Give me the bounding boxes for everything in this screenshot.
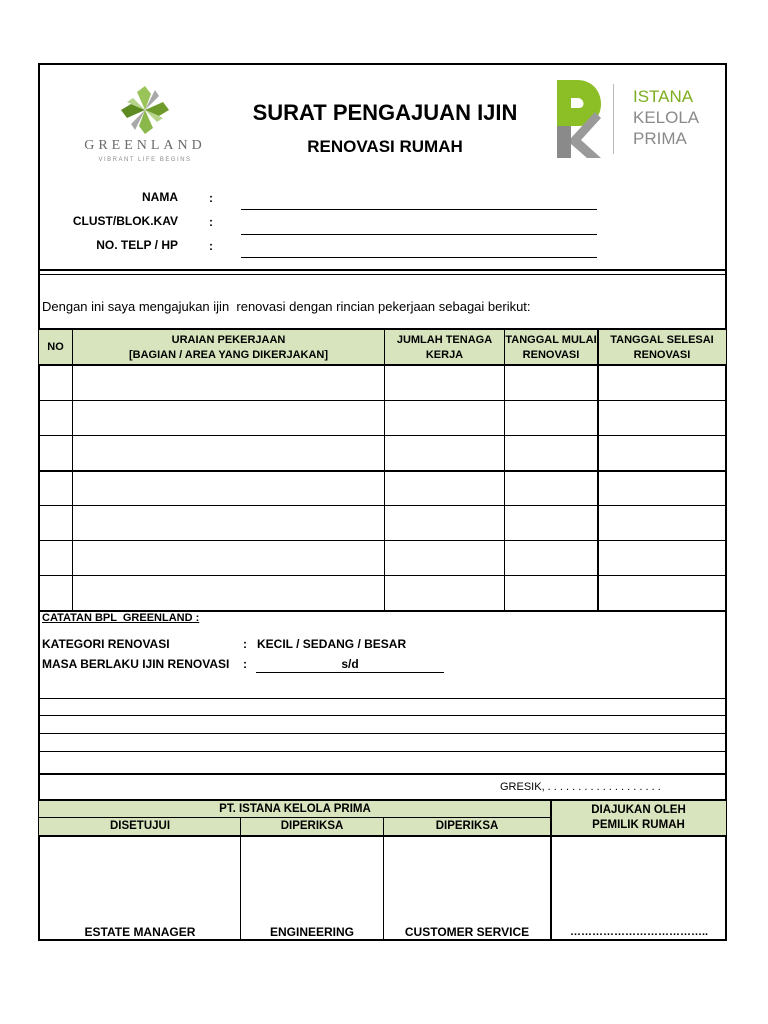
approval-applicant: [551, 801, 726, 835]
greenland-logo: [60, 84, 230, 170]
note-line[interactable]: [39, 698, 726, 699]
ikp-line2: KELOLA: [633, 108, 700, 127]
field-colon-blok: :: [209, 215, 213, 229]
masa-value: s/d: [341, 657, 359, 671]
approval-col2: DIPERIKSA: [280, 820, 344, 832]
col-header-mulai: [505, 330, 597, 365]
intro-text: Dengan ini saya mengajukan ijin renovasi dengan rincian pekerjaan sebagai berikut:: [42, 299, 531, 314]
field-colon-nama: :: [209, 191, 213, 205]
table-row[interactable]: [39, 400, 726, 401]
approval-applicant-line1: DIAJUKAN OLEH: [591, 804, 686, 816]
notes-bottom-border: [39, 773, 726, 775]
col-header-uraian-line1: URAIAN PEKERJAAN: [171, 333, 286, 346]
logo-divider: [613, 84, 614, 154]
masa-line[interactable]: [256, 672, 444, 673]
note-line[interactable]: [39, 715, 726, 716]
col-header-mulai-line2: RENOVASI: [522, 348, 580, 361]
col-header-selesai: [598, 330, 726, 365]
field-line-telp[interactable]: [241, 257, 597, 258]
field-colon-telp: :: [209, 239, 213, 253]
kategori-value: KECIL / SEDANG / BESAR: [257, 637, 407, 651]
field-label-nama: NAMA: [142, 190, 178, 204]
kategori-label: KATEGORI RENOVASI: [42, 637, 170, 651]
field-line-blok[interactable]: [241, 234, 597, 235]
sign-estate-manager: ESTATE MANAGER: [84, 925, 196, 939]
ikp-line1: ISTANA: [633, 87, 694, 106]
ikp-line3: PRIMA: [633, 129, 687, 148]
masa-colon: :: [243, 657, 247, 671]
notes-heading: CATATAN BPL GREENLAND :: [42, 612, 200, 624]
table-row[interactable]: [39, 505, 726, 506]
page-title: SURAT PENGAJUAN IJIN: [252, 100, 518, 125]
table-row[interactable]: [39, 575, 726, 576]
header-separator-top: [39, 269, 726, 271]
note-line[interactable]: [39, 751, 726, 752]
masa-label: MASA BERLAKU IJIN RENOVASI: [42, 657, 230, 671]
ikp-monogram-icon: [555, 78, 603, 160]
istana-kelola-prima-logo: [555, 78, 720, 162]
header-separator-bottom: [39, 274, 726, 275]
col-header-mulai-line1: TANGGAL MULAI: [505, 333, 597, 346]
col-header-selesai-line1: TANGGAL SELESAI: [610, 333, 714, 346]
table-row[interactable]: [39, 540, 726, 541]
col-header-uraian-line2: [BAGIAN / AREA YANG DIKERJAKAN]: [128, 348, 329, 361]
col-header-no: NO: [47, 341, 64, 353]
col-header-jumlah-line1: JUMLAH TENAGA: [396, 333, 493, 346]
place-date: GRESIK, . . . . . . . . . . . . . . . . . . .: [500, 781, 661, 793]
col-header-uraian: [73, 330, 384, 365]
approval-company: PT. ISTANA KELOLA PRIMA: [219, 802, 371, 815]
approval-col3: DIPERIKSA: [435, 820, 499, 832]
sign-customer-service: CUSTOMER SERVICE: [404, 925, 530, 939]
sign-engineering: ENGINEERING: [269, 925, 354, 939]
sign-owner-line[interactable]: ………………………………..: [569, 926, 709, 938]
table-row[interactable]: [39, 470, 726, 472]
col-header-jumlah-line2: KERJA: [425, 348, 464, 361]
approval-divider-2: [383, 817, 384, 940]
approval-col1: DISETUJUI: [109, 820, 171, 832]
kategori-colon: :: [243, 637, 247, 651]
greenland-name: GREENLAND: [84, 138, 206, 153]
page-subtitle: RENOVASI RUMAH: [307, 137, 463, 156]
col-header-selesai-line2: RENOVASI: [633, 348, 691, 361]
field-line-nama[interactable]: [241, 209, 597, 210]
greenland-tagline: VIBRANT LIFE BEGINS: [98, 157, 192, 163]
approval-divider-3: [550, 801, 552, 940]
table-row[interactable]: [39, 435, 726, 436]
approval-divider-1: [240, 817, 241, 940]
greenland-leaf-icon: [115, 84, 175, 136]
field-label-blok: CLUST/BLOK.KAV: [72, 214, 178, 228]
field-label-telp: NO. TELP / HP: [96, 238, 178, 252]
approval-applicant-line2: PEMILIK RUMAH: [592, 819, 685, 831]
col-header-jumlah: [385, 330, 504, 365]
note-line[interactable]: [39, 733, 726, 734]
